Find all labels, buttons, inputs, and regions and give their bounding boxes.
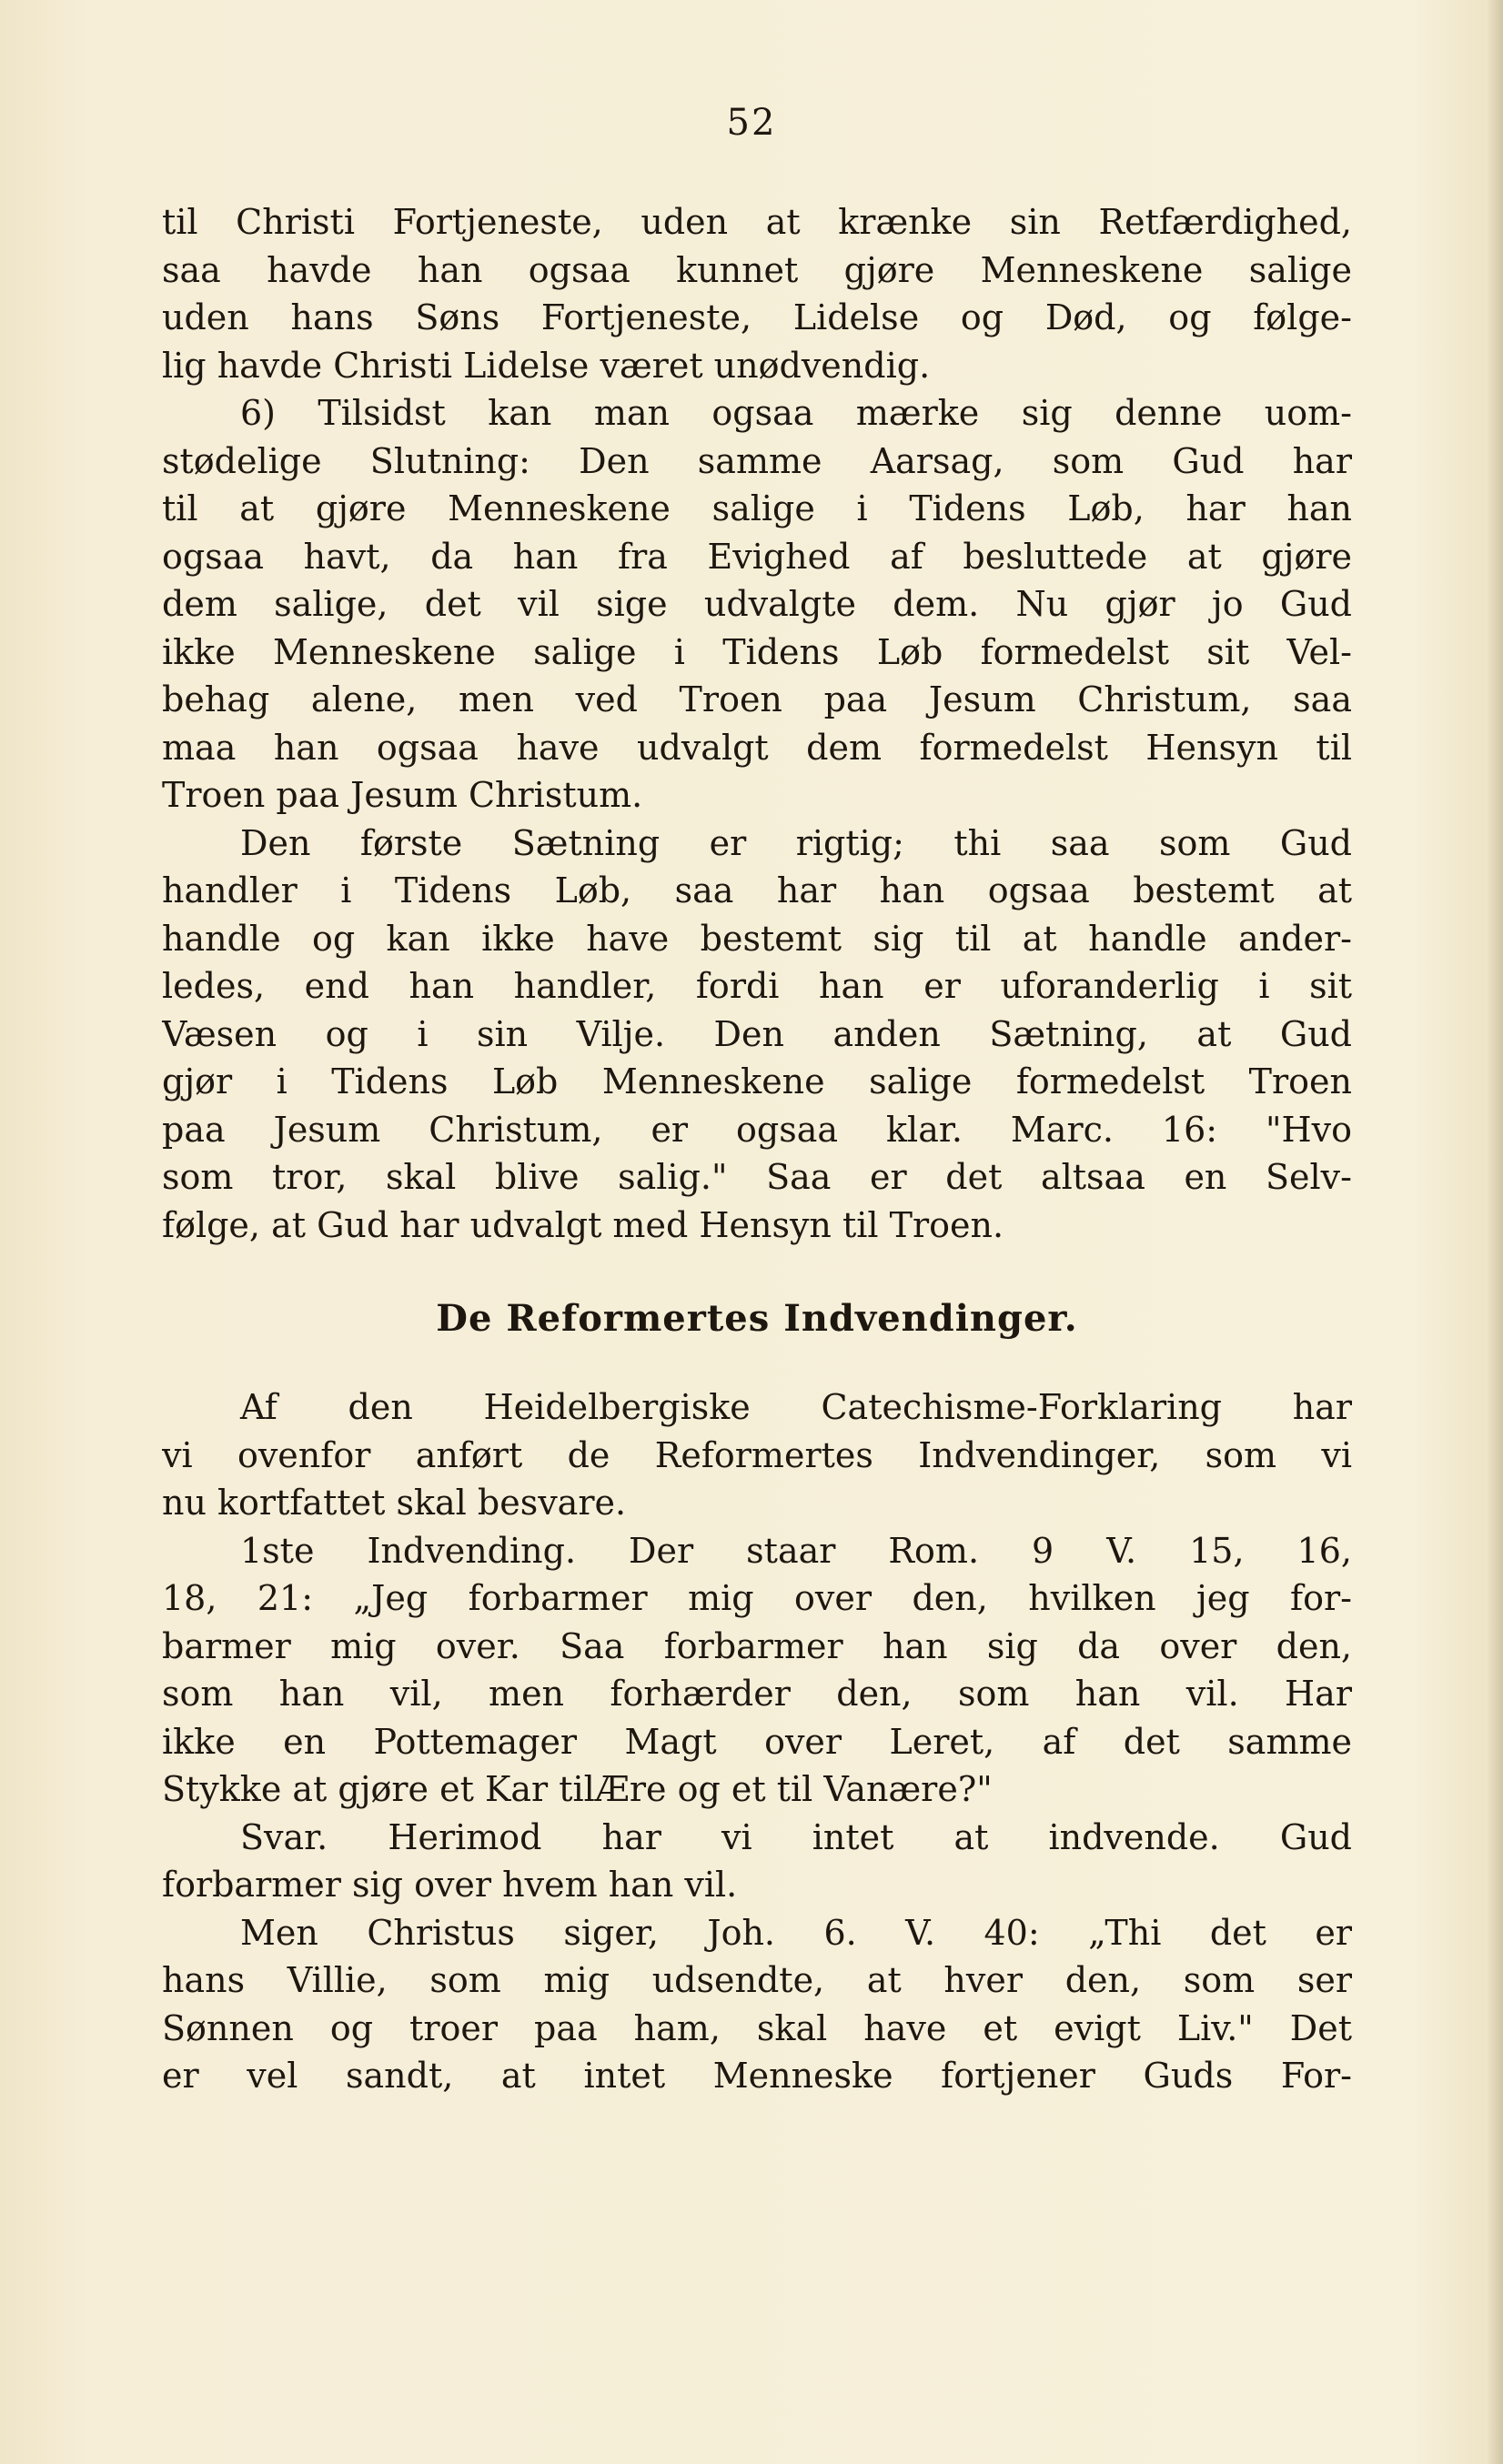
text-line: 18, 21: „Jeg forbarmer mig over den, hvilken jeg for-	[162, 1578, 1352, 1618]
text-line: hans Villie, som mig udsendte, at hver den, som ser	[162, 1960, 1352, 2000]
text-line: Men Christus siger, Joh. 6. V. 40: „Thi det er	[240, 1912, 1352, 1953]
text-line: handler i Tidens Løb, saa har han ogsaa bestemt at	[162, 870, 1352, 910]
text-line: følge, at Gud har udvalgt med Hensyn til Troen.	[162, 1204, 1004, 1245]
page-number: 52	[726, 102, 777, 144]
text-line: til at gjøre Menneskene salige i Tidens Løb, har han	[162, 488, 1352, 528]
text-line: ogsaa havt, da han fra Evighed af besluttede at gjøre	[162, 536, 1352, 577]
text-line: nu kortfattet skal besvare.	[162, 1483, 627, 1523]
text-line: Sønnen og troer paa ham, skal have et evigt Liv." Det	[162, 2007, 1352, 2048]
text-line: barmer mig over. Saa forbarmer han sig da over den,	[162, 1625, 1352, 1666]
text-line: uden hans Søns Fortjeneste, Lidelse og Død, og følge-	[162, 297, 1352, 337]
text-line: stødelige Slutning: Den samme Aarsag, som Gud har	[162, 440, 1352, 481]
text-line: saa havde han ogsaa kunnet gjøre Menneskene salige	[162, 249, 1352, 290]
page-body	[162, 198, 1352, 2100]
text-line: Troen paa Jesum Christum.	[162, 775, 643, 815]
text-line: Af den Heidelbergiske Catechisme-Forklaring har	[240, 1387, 1352, 1427]
text-line: ikke en Pottemager Magt over Leret, af det samme	[162, 1721, 1352, 1762]
text-line: er vel sandt, at intet Menneske fortjener Guds For-	[162, 2056, 1352, 2096]
text-line: gjør i Tidens Løb Menneskene salige formedelst Troen	[162, 1061, 1352, 1101]
text-line: dem salige, det vil sige udvalgte dem. Nu gjør jo Gud	[162, 584, 1352, 624]
text-line: Den første Sætning er rigtig; thi saa som Gud	[240, 822, 1352, 863]
text-line: handle og kan ikke have bestemt sig til at handle ander-	[162, 918, 1352, 959]
text-line: Stykke at gjøre et Kar tilÆre og et til Vanære?"	[162, 1769, 993, 1809]
text-line: paa Jesum Christum, er ogsaa klar. Marc. 16: "Hvo	[162, 1109, 1352, 1150]
text-line: 1ste Indvending. Der staar Rom. 9 V. 15, 16,	[240, 1530, 1352, 1571]
text-line: Svar. Herimod har vi intet at indvende. Gud	[240, 1816, 1352, 1857]
text-line: maa han ogsaa have udvalgt dem formedelst Hensyn til	[162, 727, 1352, 768]
text-line: 6) Tilsidst kan man ogsaa mærke sig denne uom-	[240, 393, 1352, 433]
section-heading: De Reformertes Indvendinger.	[436, 1297, 1078, 1340]
text-line: Væsen og i sin Vilje. Den anden Sætning, at Gud	[162, 1013, 1352, 1054]
text-line: behag alene, men ved Troen paa Jesum Christum, saa	[162, 679, 1352, 719]
text-line: som han vil, men forhærder den, som han vil. Har	[162, 1674, 1352, 1714]
text-line: ikke Menneskene salige i Tidens Løb formedelst sit Vel-	[162, 631, 1352, 672]
text-line: lig havde Christi Lidelse været unødvendig.	[162, 345, 931, 386]
text-line: som tror, skal blive salig." Saa er det altsaa en Selv-	[162, 1157, 1352, 1197]
text-line: til Christi Fortjeneste, uden at krænke sin Retfærdighed,	[162, 202, 1352, 242]
page-spine-shadow	[1487, 0, 1503, 2464]
text-line: forbarmer sig over hvem han vil.	[162, 1865, 738, 1905]
text-line: vi ovenfor anført de Reformertes Indvendinger, som vi	[162, 1434, 1352, 1475]
text-line: ledes, end han handler, fordi han er uforanderlig i sit	[162, 966, 1352, 1006]
